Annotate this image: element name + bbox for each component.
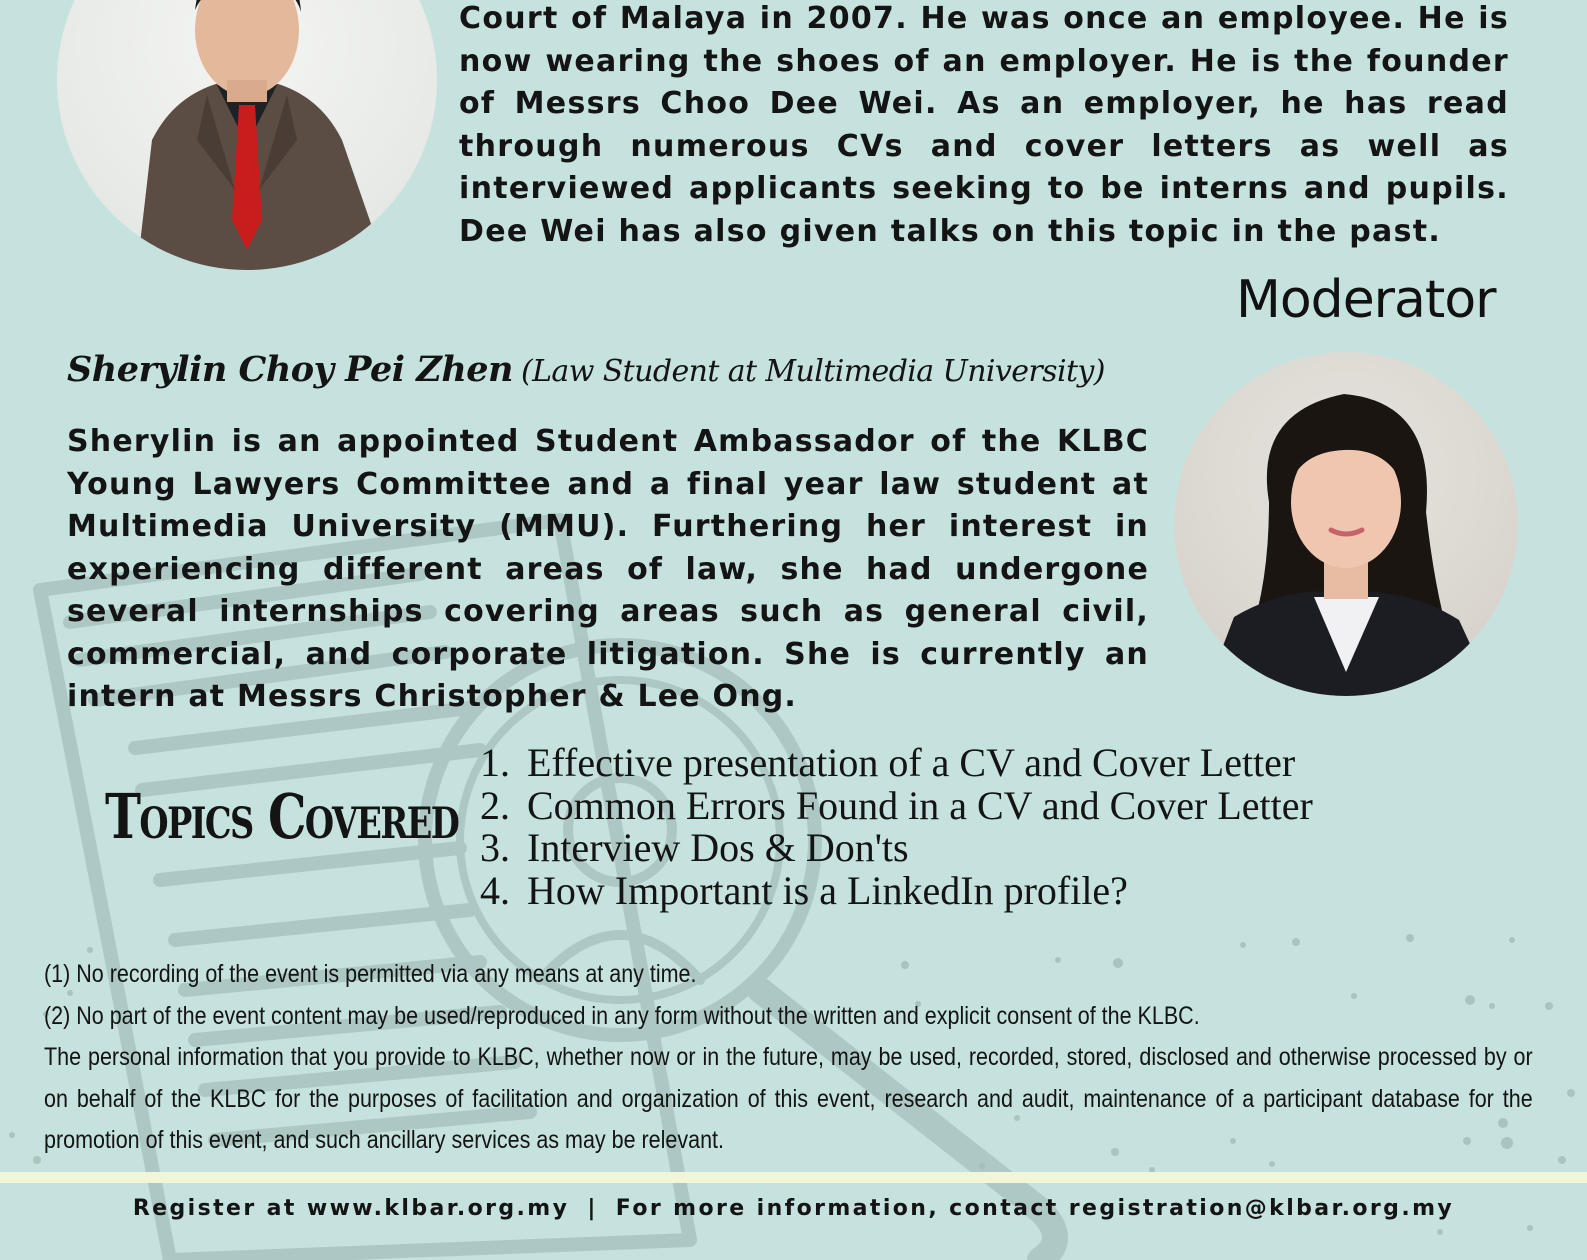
topic-text: Interview Dos & Don'ts [527, 825, 909, 870]
list-item [480, 827, 1313, 870]
topic-number: 3. [480, 825, 510, 870]
moderator-heading: Moderator [1236, 270, 1496, 330]
topic-number: 2. [480, 782, 510, 828]
topics-title: Topics Covered [105, 780, 459, 853]
footer-bar [0, 1183, 1587, 1260]
moderator-role: (Law Student at Multimedia University) [521, 354, 1105, 389]
topic-text: Common Errors Found in a CV and Cover Letter [527, 782, 1313, 828]
moderator-bio: Sherylin is an appointed Student Ambassador of the KLBC Young Lawyers Committee and a final year law student at Multimedia University (MMU). Furthering her interest in experiencing different areas of law, she had undergone several internships covering areas such as general civil, commercial, and corporate litigation. She is currently an intern at Messrs Christopher & Lee Ong. [67, 424, 1149, 714]
register-link[interactable]: Register at www.klbar.org.my [132, 1196, 570, 1221]
footer-stripe [0, 1172, 1587, 1183]
moderator-name-line [67, 349, 1105, 390]
list-item [480, 782, 1313, 828]
moderator-portrait-illustration [1174, 352, 1518, 696]
topic-text: Effective presentation of a CV and Cover Letter [527, 740, 1296, 785]
topic-text: How Important is a LinkedIn profile? [527, 867, 1128, 913]
footer-text [133, 1196, 1454, 1221]
contact-email-link[interactable]: For more information, contact registration@klbar.org.my [615, 1196, 1455, 1221]
rule-no-reproduction: (2) No part of the event content may be used/reproduced in any form without the written and explicit consent of the KLBC. [44, 1001, 1200, 1030]
moderator-name: Sherylin Choy Pei Zhen [67, 349, 513, 390]
rule-no-recording: (1) No recording of the event is permitted via any means at any time. [44, 960, 697, 988]
list-item [480, 742, 1313, 785]
moderator-photo [1174, 352, 1518, 696]
list-item [480, 867, 1313, 913]
topic-number: 4. [480, 867, 510, 913]
topic-number: 1. [480, 740, 510, 785]
footer-separator: | [587, 1196, 598, 1221]
topics-list [480, 742, 1313, 912]
terms-notes [44, 954, 1533, 1162]
privacy-notice: The personal information that you provide to KLBC, whether now or in the future, may be used, recorded, stored, disclosed and otherwise processed by or on behalf of the KLBC for the purposes of facilitation and organization of this event, research and audit, maintenance of a participant database for the promotion of this event, and such ancillary services as may be relevant. [44, 1043, 1533, 1155]
speaker-bio: Court of Malaya in 2007. He was once an employee. He is now wearing the shoes of an employer. He is the founder of Messrs Choo Dee Wei. As an employer, he has read through numerous CVs and cover letters as well as interviewed applicants seeking to be interns and pupils. Dee Wei has also given talks on this topic in the past. [459, 1, 1509, 249]
